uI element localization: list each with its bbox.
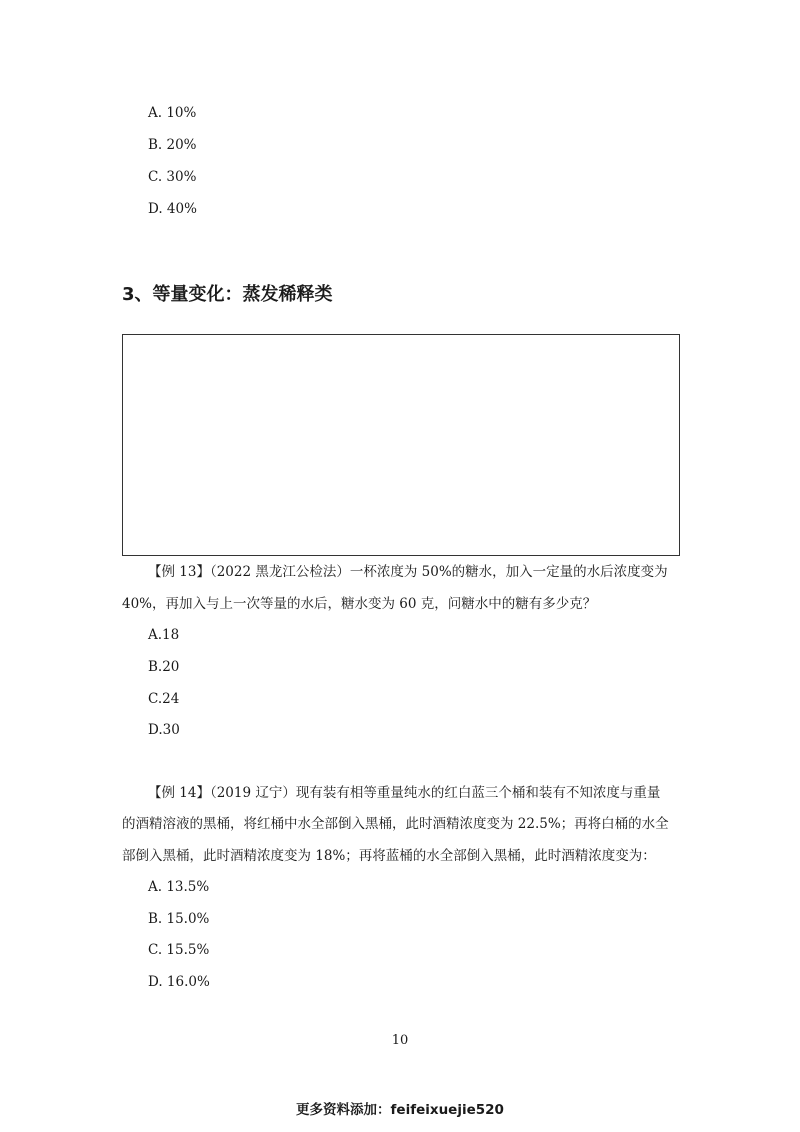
example14-option-b: B. 15.0% [148, 911, 210, 927]
example14-text-line2: 的酒精溶液的黑桶，将红桶中水全部倒入黑桶，此时酒精浓度变为 22.5%；再将白桶的水全 [122, 816, 669, 832]
section-heading: 3、等量变化：蒸发稀释类 [122, 284, 333, 305]
option-c-prev: C. 30% [148, 169, 197, 185]
footer-contact: 更多资料添加：feifeixuejie520 [296, 1102, 504, 1118]
example13-option-b: B.20 [148, 659, 180, 675]
example13-option-a: A.18 [148, 627, 180, 643]
example14-text-line3: 部倒入黑桶，此时酒精浓度变为 18%；再将蓝桶的水全部倒入黑桶，此时酒精浓度变为： [122, 848, 656, 864]
option-d-prev: D. 40% [148, 201, 197, 217]
example13-text-line2: 40%，再加入与上一次等量的水后，糖水变为 60 克，问糖水中的糖有多少克？ [122, 596, 597, 612]
blank-note-box [122, 334, 680, 556]
example14-text-line1: 【例 14】（2019 辽宁）现有装有相等重量纯水的红白蓝三个桶和装有不知浓度与重量 [148, 785, 661, 801]
example14-option-c: C. 15.5% [148, 942, 210, 958]
example14-option-a: A. 13.5% [148, 879, 210, 895]
example13-option-d: D.30 [148, 722, 180, 738]
example13-text-line1: 【例 13】（2022 黑龙江公检法）一杯浓度为 50%的糖水，加入一定量的水后浓度变为 [148, 564, 668, 580]
example14-option-d: D. 16.0% [148, 974, 210, 990]
example13-option-c: C.24 [148, 691, 180, 707]
option-a-prev: A. 10% [148, 105, 197, 121]
option-b-prev: B. 20% [148, 137, 197, 153]
page-number: 10 [391, 1033, 409, 1048]
